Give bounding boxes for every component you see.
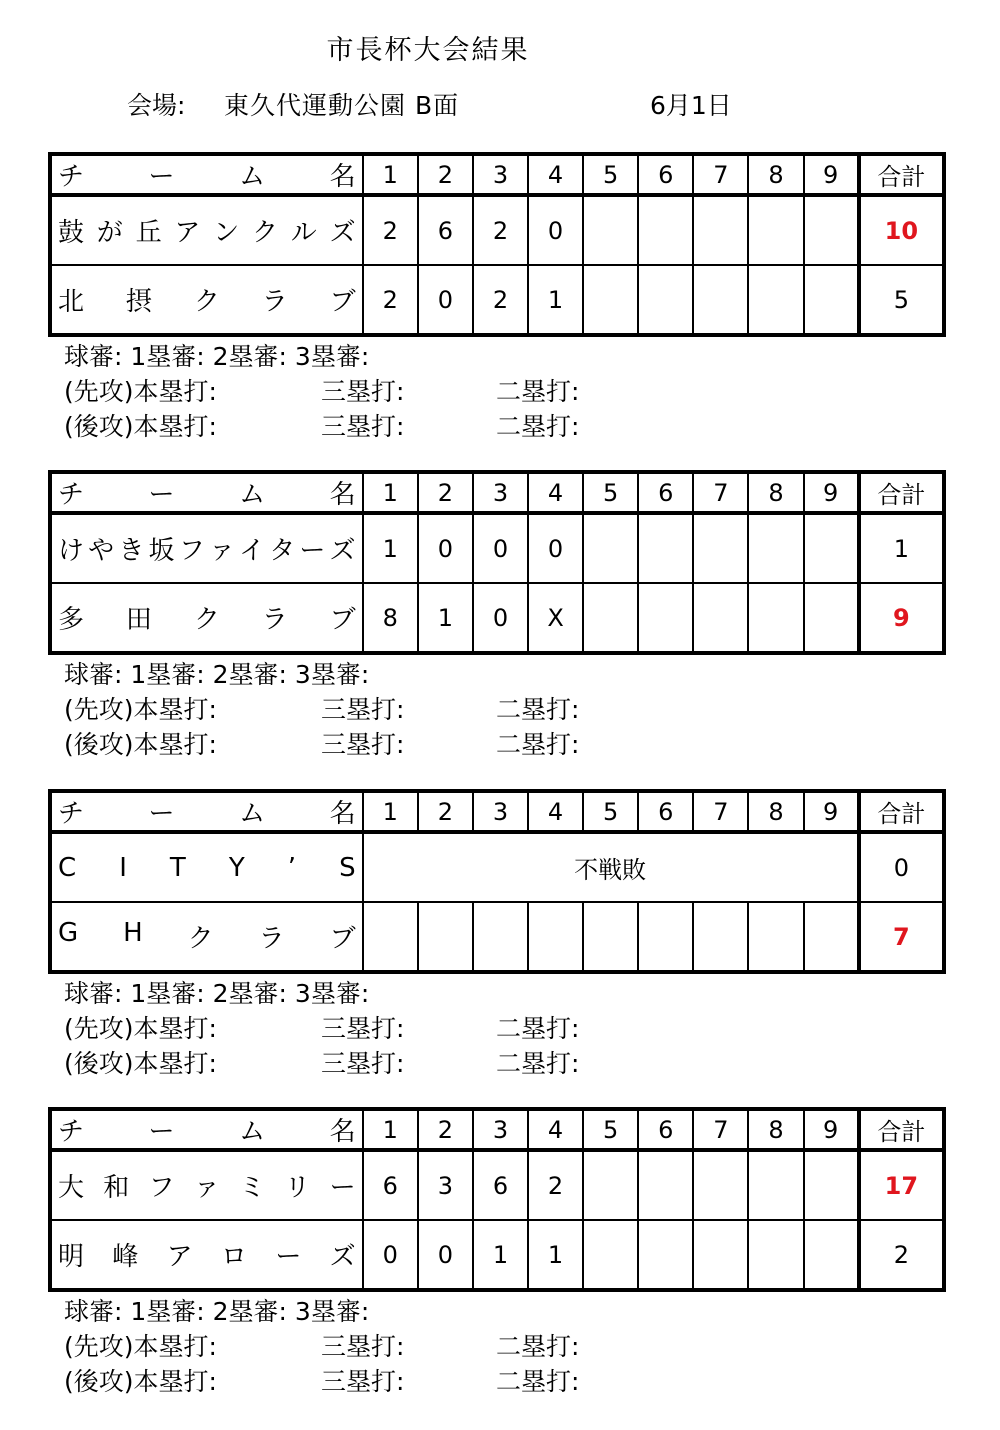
inning-score bbox=[748, 1220, 803, 1290]
inning-score bbox=[693, 583, 748, 653]
inning-score bbox=[638, 265, 693, 335]
team-name-char: 多 bbox=[58, 605, 85, 635]
game-notes bbox=[48, 976, 946, 1081]
umpires-label: 球審: 1塁審: 2塁審: 3塁審: bbox=[64, 660, 370, 689]
inning-score: 1 bbox=[528, 265, 583, 335]
team-name bbox=[50, 902, 363, 972]
inning-score bbox=[583, 513, 638, 583]
page-title: 市長杯大会結果 bbox=[326, 35, 530, 66]
inning-score: 1 bbox=[363, 513, 418, 583]
team-name-char: ァ bbox=[193, 1173, 220, 1203]
game-block bbox=[48, 789, 946, 1081]
total-header: 合計 bbox=[859, 472, 944, 513]
inning-score bbox=[748, 265, 803, 335]
inning-score: 2 bbox=[363, 195, 418, 265]
inning-header: 7 bbox=[693, 154, 748, 195]
inning-header: 4 bbox=[528, 791, 583, 832]
header-char: ム bbox=[239, 162, 266, 192]
game-block bbox=[48, 152, 946, 444]
inning-header: 8 bbox=[748, 791, 803, 832]
team-name-char: ミ bbox=[239, 1173, 266, 1203]
inning-header: 9 bbox=[804, 791, 859, 832]
team-name-char: S bbox=[339, 852, 356, 883]
bottom-homerun-label: (後攻)本塁打: bbox=[64, 1049, 217, 1078]
header-row bbox=[50, 472, 944, 513]
inning-score bbox=[638, 583, 693, 653]
team-name-char: ー bbox=[275, 1242, 302, 1272]
umpires-label: 球審: 1塁審: 2塁審: 3塁審: bbox=[64, 979, 370, 1008]
total-header: 合計 bbox=[859, 154, 944, 195]
team-row bbox=[50, 832, 944, 902]
inning-score: 8 bbox=[363, 583, 418, 653]
inning-header: 9 bbox=[804, 1109, 859, 1150]
team-row bbox=[50, 513, 944, 583]
inning-score: 3 bbox=[418, 1150, 473, 1220]
bottom-triple-label: 三塁打: bbox=[321, 1367, 405, 1396]
inning-header: 5 bbox=[583, 154, 638, 195]
top-hits-row bbox=[56, 374, 946, 409]
inning-score bbox=[418, 902, 473, 972]
team-name-char: 明 bbox=[58, 1242, 85, 1272]
team-name-char: け bbox=[58, 536, 85, 566]
bottom-hits-row bbox=[56, 1046, 946, 1081]
team-name-header bbox=[50, 472, 363, 513]
team-name-char: ー bbox=[329, 1173, 356, 1203]
venue-label: 会場: bbox=[127, 91, 186, 120]
inning-header: 7 bbox=[693, 791, 748, 832]
team-name-char: ク bbox=[193, 287, 220, 317]
top-triple-label: 三塁打: bbox=[321, 695, 405, 724]
team-name-header bbox=[50, 791, 363, 832]
top-double-label: 二塁打: bbox=[496, 377, 580, 406]
header-char: 名 bbox=[329, 480, 356, 510]
team-name-char: ズ bbox=[329, 536, 356, 566]
team-name-char: ラ bbox=[258, 924, 285, 954]
inning-score bbox=[638, 195, 693, 265]
team-name-char: ー bbox=[299, 536, 326, 566]
team-name-char: ク bbox=[251, 218, 278, 248]
inning-header: 5 bbox=[583, 1109, 638, 1150]
top-hits-row bbox=[56, 1011, 946, 1046]
team-name-char: き bbox=[118, 536, 145, 566]
top-homerun-label: (先攻)本塁打: bbox=[64, 377, 217, 406]
team-name-char: ズ bbox=[329, 218, 356, 248]
inning-score: X bbox=[528, 583, 583, 653]
bottom-double-label: 二塁打: bbox=[496, 1049, 580, 1078]
inning-score: 6 bbox=[363, 1150, 418, 1220]
inning-score bbox=[693, 195, 748, 265]
score-table bbox=[48, 470, 946, 655]
inning-score bbox=[583, 1220, 638, 1290]
team-name-char: 和 bbox=[103, 1173, 130, 1203]
team-name-char: T bbox=[169, 852, 186, 883]
team-name-char: ズ bbox=[329, 1242, 356, 1272]
top-homerun-label: (先攻)本塁打: bbox=[64, 695, 217, 724]
inning-score: 0 bbox=[418, 513, 473, 583]
inning-header: 1 bbox=[363, 1109, 418, 1150]
team-name-char: が bbox=[96, 218, 123, 248]
team-name-char: ン bbox=[213, 218, 240, 248]
team-name-char: 丘 bbox=[135, 218, 162, 248]
inning-score bbox=[638, 1220, 693, 1290]
team-name-char: ア bbox=[174, 218, 201, 248]
game-block bbox=[48, 1107, 946, 1399]
umpires-row bbox=[56, 339, 946, 374]
team-name-char: フ bbox=[178, 536, 205, 566]
umpires-label: 球審: 1塁審: 2塁審: 3塁審: bbox=[64, 342, 370, 371]
inning-header: 3 bbox=[473, 154, 528, 195]
inning-score: 1 bbox=[418, 583, 473, 653]
top-homerun-label: (先攻)本塁打: bbox=[64, 1332, 217, 1361]
inning-score: 0 bbox=[418, 265, 473, 335]
total-score: 9 bbox=[859, 583, 944, 653]
team-row bbox=[50, 1150, 944, 1220]
inning-score bbox=[583, 195, 638, 265]
top-double-label: 二塁打: bbox=[496, 695, 580, 724]
bottom-homerun-label: (後攻)本塁打: bbox=[64, 412, 217, 441]
inning-header: 2 bbox=[418, 1109, 473, 1150]
inning-score bbox=[693, 513, 748, 583]
game-notes bbox=[48, 1294, 946, 1399]
team-name-char: 峰 bbox=[112, 1242, 139, 1272]
header-char: ム bbox=[239, 799, 266, 829]
bottom-double-label: 二塁打: bbox=[496, 412, 580, 441]
bottom-hits-row bbox=[56, 409, 946, 444]
inning-header: 9 bbox=[804, 154, 859, 195]
inning-header: 2 bbox=[418, 791, 473, 832]
top-hits-row bbox=[56, 1329, 946, 1364]
header-char: チ bbox=[58, 162, 85, 192]
inning-score bbox=[748, 513, 803, 583]
inning-score bbox=[804, 195, 859, 265]
inning-header: 6 bbox=[638, 1109, 693, 1150]
inning-score bbox=[473, 902, 528, 972]
umpires-label: 球審: 1塁審: 2塁審: 3塁審: bbox=[64, 1297, 370, 1326]
team-name-char: ’ bbox=[287, 852, 297, 883]
bottom-triple-label: 三塁打: bbox=[321, 412, 405, 441]
team-name-char: Y bbox=[228, 852, 245, 883]
inning-score: 6 bbox=[473, 1150, 528, 1220]
total-score: 5 bbox=[859, 265, 944, 335]
inning-score: 0 bbox=[418, 1220, 473, 1290]
inning-score bbox=[748, 902, 803, 972]
inning-header: 7 bbox=[693, 472, 748, 513]
bottom-homerun-label: (後攻)本塁打: bbox=[64, 1367, 217, 1396]
inning-header: 6 bbox=[638, 791, 693, 832]
inning-header: 3 bbox=[473, 472, 528, 513]
inning-score bbox=[693, 265, 748, 335]
inning-score bbox=[748, 583, 803, 653]
top-hits-row bbox=[56, 692, 946, 727]
bottom-double-label: 二塁打: bbox=[496, 730, 580, 759]
inning-score bbox=[804, 513, 859, 583]
inning-score: 0 bbox=[473, 583, 528, 653]
inning-score bbox=[583, 265, 638, 335]
inning-score bbox=[804, 583, 859, 653]
team-name bbox=[50, 832, 363, 902]
inning-score: 6 bbox=[418, 195, 473, 265]
inning-score: 2 bbox=[363, 265, 418, 335]
team-name-char: G bbox=[58, 918, 79, 948]
team-name-char: タ bbox=[269, 536, 296, 566]
header-row bbox=[50, 791, 944, 832]
inning-header: 1 bbox=[363, 791, 418, 832]
header-char: チ bbox=[58, 1117, 85, 1147]
top-triple-label: 三塁打: bbox=[321, 1332, 405, 1361]
team-name-char: H bbox=[123, 918, 143, 948]
inning-header: 2 bbox=[418, 472, 473, 513]
team-name bbox=[50, 195, 363, 265]
team-name-char: ブ bbox=[329, 287, 356, 317]
team-name-char: 摂 bbox=[125, 287, 152, 317]
team-row bbox=[50, 583, 944, 653]
inning-header: 3 bbox=[473, 1109, 528, 1150]
top-double-label: 二塁打: bbox=[496, 1014, 580, 1043]
inning-score bbox=[583, 1150, 638, 1220]
header-char: チ bbox=[58, 799, 85, 829]
team-name-char: ル bbox=[290, 218, 317, 248]
team-name-char: I bbox=[119, 852, 127, 883]
inning-score bbox=[583, 583, 638, 653]
team-name-char: ブ bbox=[329, 924, 356, 954]
inning-header: 7 bbox=[693, 1109, 748, 1150]
total-header: 合計 bbox=[859, 791, 944, 832]
inning-score bbox=[638, 1150, 693, 1220]
inning-score: 0 bbox=[473, 513, 528, 583]
team-name-char: イ bbox=[239, 536, 266, 566]
team-name bbox=[50, 265, 363, 335]
total-score: 1 bbox=[859, 513, 944, 583]
header-char: チ bbox=[58, 480, 85, 510]
game-block bbox=[48, 470, 946, 762]
team-name-char: ァ bbox=[208, 536, 235, 566]
inning-header: 4 bbox=[528, 472, 583, 513]
inning-header: 6 bbox=[638, 472, 693, 513]
umpires-row bbox=[56, 1294, 946, 1329]
header-char: 名 bbox=[329, 1117, 356, 1147]
total-score: 2 bbox=[859, 1220, 944, 1290]
inning-score: 0 bbox=[363, 1220, 418, 1290]
team-name-char: ク bbox=[193, 605, 220, 635]
top-double-label: 二塁打: bbox=[496, 1332, 580, 1361]
inning-score bbox=[804, 265, 859, 335]
team-name-header bbox=[50, 1109, 363, 1150]
venue-name: 東久代運動公園 B面 bbox=[224, 91, 460, 120]
umpires-row bbox=[56, 976, 946, 1011]
team-name-char: 北 bbox=[58, 287, 85, 317]
team-name-header bbox=[50, 154, 363, 195]
header-row bbox=[50, 1109, 944, 1150]
header-char: ー bbox=[148, 1117, 175, 1147]
header-char: ム bbox=[239, 480, 266, 510]
team-row bbox=[50, 1220, 944, 1290]
team-name bbox=[50, 1150, 363, 1220]
team-row bbox=[50, 265, 944, 335]
inning-score bbox=[528, 902, 583, 972]
bottom-triple-label: 三塁打: bbox=[321, 1049, 405, 1078]
forfeit-label: 不戦敗 bbox=[363, 832, 859, 902]
header-char: ム bbox=[239, 1117, 266, 1147]
inning-score: 2 bbox=[528, 1150, 583, 1220]
inning-score: 0 bbox=[528, 195, 583, 265]
inning-header: 2 bbox=[418, 154, 473, 195]
inning-score: 1 bbox=[528, 1220, 583, 1290]
header-char: ー bbox=[148, 162, 175, 192]
top-triple-label: 三塁打: bbox=[321, 1014, 405, 1043]
total-score: 0 bbox=[859, 832, 944, 902]
team-name-char: C bbox=[58, 852, 77, 883]
score-table bbox=[48, 152, 946, 337]
bottom-hits-row bbox=[56, 727, 946, 762]
score-table bbox=[48, 1107, 946, 1292]
top-homerun-label: (先攻)本塁打: bbox=[64, 1014, 217, 1043]
score-table bbox=[48, 789, 946, 974]
header-char: 名 bbox=[329, 799, 356, 829]
game-date: 6月1日 bbox=[650, 91, 732, 120]
inning-score bbox=[804, 1220, 859, 1290]
team-name-char: 鼓 bbox=[58, 218, 85, 248]
inning-score: 1 bbox=[473, 1220, 528, 1290]
bottom-triple-label: 三塁打: bbox=[321, 730, 405, 759]
inning-header: 4 bbox=[528, 154, 583, 195]
team-name-char: や bbox=[88, 536, 115, 566]
team-name-char: ロ bbox=[220, 1242, 247, 1272]
bottom-hits-row bbox=[56, 1364, 946, 1399]
inning-score bbox=[693, 902, 748, 972]
top-triple-label: 三塁打: bbox=[321, 377, 405, 406]
header-row bbox=[50, 154, 944, 195]
inning-header: 8 bbox=[748, 154, 803, 195]
inning-score: 2 bbox=[473, 195, 528, 265]
team-name-char: 大 bbox=[58, 1173, 85, 1203]
team-name bbox=[50, 583, 363, 653]
inning-score: 0 bbox=[528, 513, 583, 583]
inning-score bbox=[748, 195, 803, 265]
team-name-char: フ bbox=[148, 1173, 175, 1203]
umpires-row bbox=[56, 657, 946, 692]
total-score: 7 bbox=[859, 902, 944, 972]
team-name-char: ク bbox=[187, 924, 214, 954]
header-char: ー bbox=[148, 480, 175, 510]
inning-score: 2 bbox=[473, 265, 528, 335]
inning-header: 1 bbox=[363, 472, 418, 513]
team-name-char: ア bbox=[166, 1242, 193, 1272]
inning-score bbox=[638, 513, 693, 583]
inning-score bbox=[693, 1150, 748, 1220]
inning-header: 8 bbox=[748, 472, 803, 513]
total-score: 10 bbox=[859, 195, 944, 265]
inning-score bbox=[748, 1150, 803, 1220]
bottom-homerun-label: (後攻)本塁打: bbox=[64, 730, 217, 759]
total-score: 17 bbox=[859, 1150, 944, 1220]
inning-header: 3 bbox=[473, 791, 528, 832]
inning-header: 9 bbox=[804, 472, 859, 513]
team-name-char: ブ bbox=[329, 605, 356, 635]
team-row bbox=[50, 902, 944, 972]
header-char: 名 bbox=[329, 162, 356, 192]
team-name-char: 田 bbox=[125, 605, 152, 635]
inning-score bbox=[693, 1220, 748, 1290]
team-name-char: リ bbox=[284, 1173, 311, 1203]
team-name-char: ラ bbox=[261, 287, 288, 317]
inning-score bbox=[804, 902, 859, 972]
inning-header: 5 bbox=[583, 472, 638, 513]
inning-header: 6 bbox=[638, 154, 693, 195]
team-name bbox=[50, 1220, 363, 1290]
inning-header: 4 bbox=[528, 1109, 583, 1150]
game-notes bbox=[48, 339, 946, 444]
inning-header: 8 bbox=[748, 1109, 803, 1150]
bottom-double-label: 二塁打: bbox=[496, 1367, 580, 1396]
header-char: ー bbox=[148, 799, 175, 829]
team-name bbox=[50, 513, 363, 583]
inning-header: 5 bbox=[583, 791, 638, 832]
inning-score bbox=[583, 902, 638, 972]
team-name-char: ラ bbox=[261, 605, 288, 635]
inning-score bbox=[804, 1150, 859, 1220]
inning-score bbox=[638, 902, 693, 972]
inning-score bbox=[363, 902, 418, 972]
team-name-char: 坂 bbox=[148, 536, 175, 566]
total-header: 合計 bbox=[859, 1109, 944, 1150]
team-row bbox=[50, 195, 944, 265]
inning-header: 1 bbox=[363, 154, 418, 195]
game-notes bbox=[48, 657, 946, 762]
